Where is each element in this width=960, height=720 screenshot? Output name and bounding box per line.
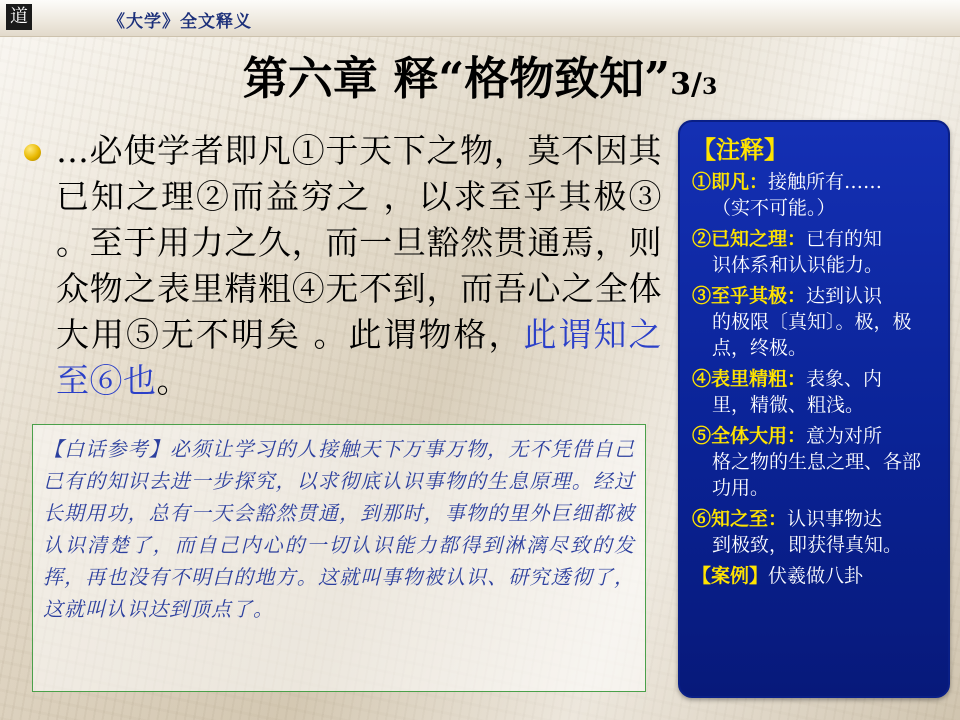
note-lead: ②已知之理：	[692, 228, 807, 250]
header-band	[0, 0, 960, 37]
page-counter: 3/3	[670, 67, 718, 102]
note-lead: ⑥知之至：	[692, 508, 788, 530]
main-content-column	[14, 128, 662, 404]
vernacular-reference-box	[32, 424, 646, 692]
bullet-dot-icon	[24, 144, 41, 161]
note-text: 认识事物达	[787, 508, 883, 530]
classic-text-part1: …必使学者即凡①于天下之物，莫不因其已知之理②而益穷之 ，以求至乎其极③ 。至于用力之久，而一旦豁然贯通焉，则众物之表里精粗④无不到，而吾心之全体大用⑤无不明矣 。此谓物格，	[56, 131, 662, 354]
note-lead: ③至乎其极：	[692, 285, 807, 307]
vernacular-label: 【白话参考】	[43, 437, 170, 461]
page-title-main: 第六章 释“格物致知”	[242, 52, 671, 105]
header-title: 《大学》全文释义	[108, 12, 252, 32]
note-text: 表象、内	[806, 368, 883, 390]
annotation-panel	[678, 120, 950, 698]
vernacular-body: 必须让学习的人接触天下万事万物，无不凭借自己已有的知识去进一步探究，以求彻底认识事物的生息原理。经过长期用功，总有一天会豁然贯通，到那时，事物的里外巨细都被认识清楚了，而自己内心的一切认识能力都得到淋漓尽致的发挥，再也没有不明白的地方。这就叫事物被认识、研究透彻了，这就叫认识达到顶点了。	[43, 437, 636, 621]
note-lead: ⑤全体大用：	[692, 425, 807, 447]
note-continuation: 格之物的生息之理、各部功用。	[712, 451, 922, 499]
note-text: 达到认识	[806, 285, 883, 307]
note-continuation: （实不可能。）	[712, 197, 836, 219]
note-item	[692, 169, 938, 221]
annotation-panel-title: 【注释】	[692, 135, 788, 164]
note-text: 意为对所	[806, 425, 883, 447]
note-text: 已有的知	[806, 228, 883, 250]
classic-text	[56, 128, 662, 404]
note-item	[692, 283, 938, 361]
case-text: 伏羲做八卦	[768, 565, 864, 587]
case-label: 【案例】	[692, 565, 769, 587]
page-title	[0, 42, 960, 107]
note-continuation: 识体系和认识能力。	[712, 254, 884, 276]
note-lead: ①即凡：	[692, 171, 769, 193]
page-total: 3	[701, 74, 718, 100]
bullet-paragraph	[14, 128, 662, 404]
note-continuation: 到极致，即获得真知。	[712, 534, 903, 556]
classic-text-part2: 。	[156, 361, 190, 400]
classic-text-highlight: 此谓知之至⑥也	[56, 315, 662, 400]
note-continuation: 里，精微、粗浅。	[712, 394, 865, 416]
note-item	[692, 226, 938, 278]
note-continuation: 的极限〔真知〕。极，极点，终极。	[712, 311, 912, 359]
note-lead: ④表里精粗：	[692, 368, 807, 390]
note-item	[692, 506, 938, 558]
case-note	[692, 563, 938, 589]
note-text: 接触所有……	[768, 171, 883, 193]
note-item	[692, 366, 938, 418]
dao-logo-icon: 道	[6, 4, 32, 30]
note-item	[692, 423, 938, 501]
vernacular-text	[43, 433, 635, 625]
page-current: 3	[670, 67, 692, 102]
